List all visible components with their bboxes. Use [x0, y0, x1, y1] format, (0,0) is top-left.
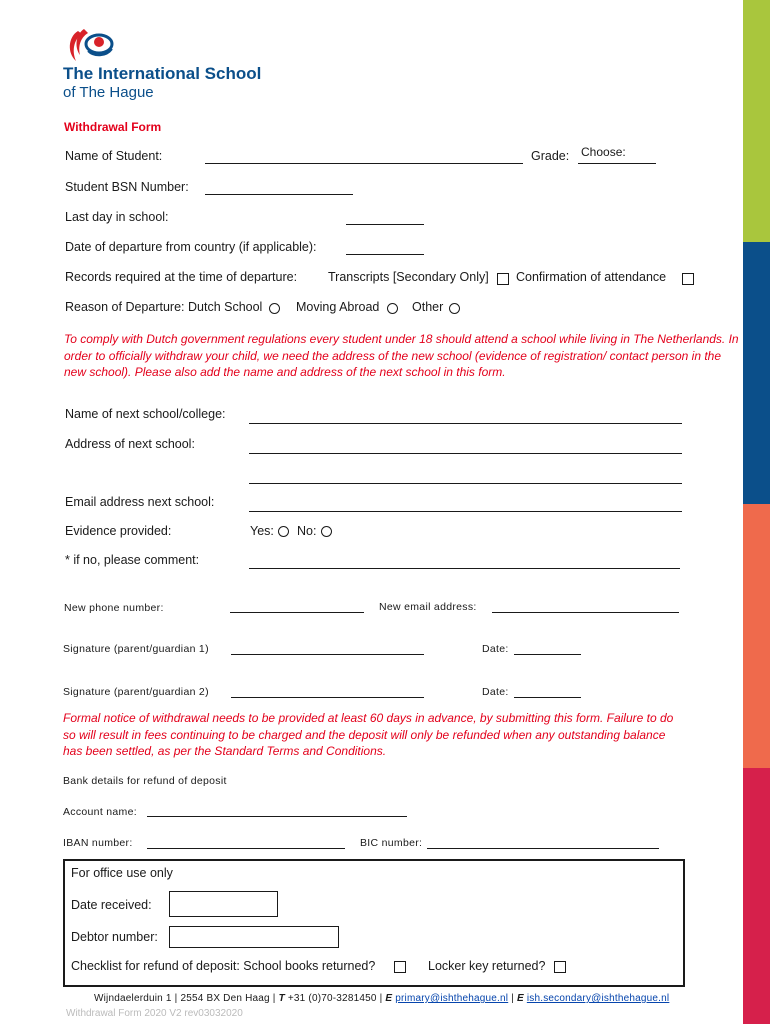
footer-watermark: Withdrawal Form 2020 V2 rev03032020	[66, 1008, 243, 1019]
iban-label: IBAN number:	[63, 837, 133, 849]
comment-label: * if no, please comment:	[65, 553, 200, 567]
locker-returned-checkbox[interactable]	[554, 961, 566, 973]
footer-address: Wijndaelerduin 1 | 2554 BX Den Haag |	[94, 993, 276, 1004]
address-field-line1[interactable]	[249, 453, 682, 454]
records-label: Records required at the time of departure:	[65, 270, 298, 284]
other-radio[interactable]	[449, 303, 460, 314]
comment-field[interactable]	[249, 568, 680, 569]
notice-dutch-regulations: To comply with Dutch government regulations every student under 18 should attend a school while living in The Netherlands. In order to officially withdraw your child, we need the address of the new school (evidence of registration/ contact person in the new school). Please also add the name and address of the next school in this form.	[64, 332, 739, 379]
moving-abroad-radio[interactable]	[387, 303, 398, 314]
account-name-label: Account name:	[63, 806, 137, 818]
departure-field[interactable]	[346, 254, 424, 255]
signature1-label: Signature (parent/guardian 1)	[63, 643, 209, 655]
footer-phone: +31 (0)70-3281450 |	[287, 993, 383, 1004]
name-label: Name of Student:	[65, 149, 163, 163]
footer-t-label: T	[278, 993, 285, 1004]
bic-field[interactable]	[427, 848, 659, 849]
grade-underline	[578, 163, 656, 164]
bank-title: Bank details for refund of deposit	[63, 775, 227, 787]
new-email-label: New email address:	[379, 601, 477, 613]
grade-dropdown[interactable]: Choose:	[581, 145, 626, 159]
records-option-attendance-label: Confirmation of attendance	[516, 270, 667, 284]
address-field-line2[interactable]	[249, 483, 682, 484]
address-label: Address of next school:	[65, 437, 195, 451]
sidebar-red-bar	[743, 768, 770, 1024]
phone-field[interactable]	[230, 612, 364, 613]
signature2-date-field[interactable]	[514, 697, 581, 698]
signature2-date-label: Date:	[482, 686, 509, 698]
iban-field[interactable]	[147, 848, 345, 849]
notice-formal-withdrawal: Formal notice of withdrawal needs to be provided at least 60 days in advance, by submitting this form. Failure to do so will result in fees continuing to be charged and the deposit will only be refunded when any outstanding balance has been settled, as per the Standard Terms and Conditions.	[63, 711, 674, 758]
date-received-field[interactable]	[169, 891, 278, 917]
bsn-field[interactable]	[205, 194, 353, 195]
last-day-label: Last day in school:	[65, 210, 169, 224]
signature1-date-field[interactable]	[514, 654, 581, 655]
date-received-label: Date received:	[71, 898, 152, 912]
bsn-label: Student BSN Number:	[65, 180, 189, 194]
form-title: Withdrawal Form	[64, 120, 162, 134]
checklist-label: Checklist for refund of deposit: School books returned?	[71, 959, 376, 973]
evidence-no-label: No:	[297, 524, 317, 538]
footer-contact	[94, 993, 669, 1004]
account-name-field[interactable]	[147, 816, 407, 817]
school-name-line1: The International School	[63, 64, 262, 83]
debtor-number-field[interactable]	[169, 926, 339, 948]
debtor-number-label: Debtor number:	[71, 930, 158, 944]
locker-label: Locker key returned?	[428, 959, 546, 973]
name-field[interactable]	[205, 163, 523, 164]
signature2-field[interactable]	[231, 697, 424, 698]
footer-email-secondary[interactable]: ish.secondary@ishthehague.nl	[526, 993, 670, 1004]
office-title: For office use only	[71, 866, 173, 880]
bic-label: BIC number:	[360, 837, 423, 849]
books-returned-checkbox[interactable]	[394, 961, 406, 973]
attendance-checkbox[interactable]	[682, 273, 694, 285]
footer-e-label-2: E	[516, 993, 524, 1004]
footer-e-label: E	[385, 993, 393, 1004]
last-day-field[interactable]	[346, 224, 424, 225]
signature1-field[interactable]	[231, 654, 424, 655]
school-logo	[64, 27, 116, 65]
dutch-school-radio[interactable]	[269, 303, 280, 314]
sidebar-green-bar	[743, 0, 770, 242]
footer-sep: |	[511, 993, 514, 1004]
evidence-label: Evidence provided:	[65, 524, 172, 538]
signature1-date-label: Date:	[482, 643, 509, 655]
evidence-yes-label: Yes:	[250, 524, 274, 538]
school-name-line2: of The Hague	[63, 84, 154, 101]
school-logo-icon	[64, 27, 116, 65]
other-label: Other	[412, 300, 444, 314]
evidence-no-radio[interactable]	[321, 526, 332, 537]
next-school-label: Name of next school/college:	[65, 407, 226, 421]
signature2-label: Signature (parent/guardian 2)	[63, 686, 209, 698]
sidebar-blue-bar	[743, 242, 770, 504]
grade-label: Grade:	[531, 149, 570, 163]
departure-label: Date of departure from country (if applicable):	[65, 240, 317, 254]
evidence-yes-radio[interactable]	[278, 526, 289, 537]
moving-abroad-label: Moving Abroad	[296, 300, 380, 314]
footer-email-primary[interactable]: primary@ishthehague.nl	[395, 993, 509, 1004]
records-option-transcripts-label: Transcripts [Secondary Only]	[328, 270, 489, 284]
reason-label: Reason of Departure: Dutch School	[65, 300, 263, 314]
transcripts-checkbox[interactable]	[497, 273, 509, 285]
sidebar-orange-bar	[743, 504, 770, 768]
email-field[interactable]	[249, 511, 682, 512]
email-label: Email address next school:	[65, 495, 215, 509]
next-school-field[interactable]	[249, 423, 682, 424]
phone-label: New phone number:	[64, 602, 164, 614]
new-email-field[interactable]	[492, 612, 679, 613]
